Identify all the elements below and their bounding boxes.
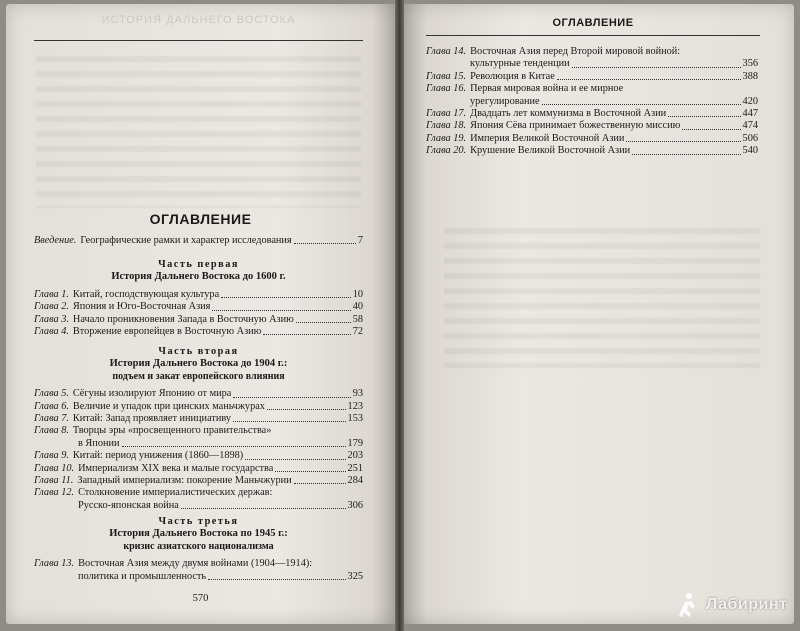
part-heading: [34, 516, 363, 553]
toc-entry[interactable]: [34, 425, 363, 437]
part-title: История Дальнего Востока до 1904 г.:: [109, 358, 288, 370]
entry-label: Глава 19.: [426, 132, 467, 144]
entry-title: Первая мировая война и ее мирное: [470, 83, 624, 95]
part-title: История Дальнего Востока по 1945 г.:: [109, 528, 288, 540]
entry-title: Китай: Запад проявляет инициативу: [72, 413, 232, 425]
dot-leader: [668, 116, 740, 117]
left-header-rule: [34, 40, 363, 41]
right-header-rule: [426, 35, 760, 36]
toc-heading: ОГЛАВЛЕНИЕ: [149, 211, 252, 227]
entry-label: Глава 2.: [34, 301, 69, 313]
entry-label: Глава 20.: [426, 145, 467, 157]
part-1: [34, 259, 363, 338]
entry-label: Глава 14.: [426, 46, 467, 57]
toc-entry-continuation[interactable]: [426, 96, 758, 108]
entry-page: 420: [742, 95, 758, 107]
toc-entry[interactable]: [34, 450, 363, 462]
labyrinth-runner-icon: [676, 591, 702, 619]
dot-leader: [682, 129, 740, 130]
entry-title: Сёгуны изолируют Японию от мира: [72, 388, 232, 400]
toc-entry[interactable]: [34, 289, 363, 301]
toc-entry[interactable]: [426, 71, 758, 83]
entry-label: Глава 15.: [426, 70, 467, 82]
entry-title: Революция в Китае: [470, 70, 555, 82]
entry-label: Глава 4.: [34, 326, 69, 338]
part-heading: [34, 259, 363, 284]
entry-title: Китай: период унижения (1860—1898): [72, 450, 244, 462]
entry-label: Глава 7.: [34, 413, 69, 425]
toc-entry[interactable]: [34, 388, 363, 400]
running-head-show-through: ИСТОРИЯ ДАЛЬНЕГО ВОСТОКА: [101, 14, 296, 26]
entry-title-continuation: в Японии: [78, 437, 120, 449]
toc-entry[interactable]: [426, 145, 758, 157]
entry-title: Империализм XIX века и малые государства: [78, 462, 274, 474]
toc-entry[interactable]: [426, 133, 758, 145]
entry-page: 58: [352, 313, 363, 325]
entry-page: 284: [347, 475, 363, 487]
page-number: 570: [192, 593, 209, 604]
toc-entry[interactable]: [34, 463, 363, 475]
watermark-text: Лабиринт: [706, 596, 788, 613]
dot-leader: [122, 446, 346, 447]
entry-title: Вторжение европейцев в Восточную Азию: [72, 326, 262, 338]
dot-leader: [221, 297, 351, 298]
dot-leader: [296, 322, 351, 323]
entry-title: Творцы эры «просвещенного правительства»: [72, 425, 272, 437]
toc-entry[interactable]: [34, 326, 363, 338]
toc-entry-continuation[interactable]: [34, 571, 363, 583]
entry-page: 325: [347, 570, 363, 582]
entry-label: Глава 3.: [34, 313, 69, 325]
toc-entry-continuation[interactable]: [34, 438, 363, 450]
toc-entry[interactable]: [34, 475, 363, 487]
entry-title: Западный империализм: покорение Маньчжурии: [77, 475, 292, 487]
part-3: [34, 516, 363, 583]
entry-page: 356: [742, 58, 758, 70]
entry-page: 179: [347, 437, 363, 449]
entry-title: Величие и упадок при цинских маньчжурах: [72, 400, 265, 412]
entry-label: Глава 11.: [34, 475, 74, 487]
dot-leader: [212, 310, 350, 311]
labirint-watermark: [676, 587, 794, 623]
entry-label: Глава 18.: [426, 120, 467, 132]
entry-title: Крушение Великой Восточной Азии: [470, 145, 631, 157]
entry-page: 10: [352, 288, 363, 300]
toc-entry[interactable]: [426, 83, 758, 95]
entry-page: 72: [352, 326, 363, 338]
entry-label: Глава 12.: [34, 487, 75, 499]
entry-page: 123: [347, 400, 363, 412]
entry-title: Восточная Азия между двумя войнами (1904—1914):: [78, 558, 313, 570]
entry-page: 203: [347, 450, 363, 462]
entry-page: 153: [347, 413, 363, 425]
toc-entry[interactable]: [426, 108, 758, 120]
toc-entry[interactable]: [34, 401, 363, 413]
part-subtitle: подъем и закат европейского влияния: [112, 370, 285, 382]
show-through-text: [444, 228, 760, 368]
toc-intro[interactable]: [34, 235, 363, 247]
entry-title: Географические рамки и характер исследования: [80, 235, 292, 246]
toc-entry[interactable]: [34, 314, 363, 326]
dot-leader: [632, 154, 740, 155]
dot-leader: [181, 508, 346, 509]
entry-title: Столкновение империалистических держав:: [78, 487, 273, 499]
toc-continued: [426, 46, 758, 158]
entry-page: 306: [347, 499, 363, 511]
entry-page: 388: [742, 70, 758, 82]
entry-label: Глава 13.: [34, 558, 75, 570]
part-subtitle: кризис азиатского национализма: [123, 540, 274, 552]
part-title: История Дальнего Востока до 1600 г.: [111, 271, 286, 283]
dot-leader: [626, 141, 740, 142]
toc-entry-continuation[interactable]: [34, 500, 363, 512]
entry-label: Глава 1.: [34, 288, 69, 300]
entry-label: Глава 9.: [34, 450, 69, 462]
dot-leader: [263, 334, 350, 335]
part-label: Часть вторая: [158, 346, 239, 357]
toc-entry[interactable]: [34, 413, 363, 425]
toc-entry[interactable]: [34, 301, 363, 313]
entry-title-continuation: Русско-японская война: [78, 499, 179, 511]
entry-page: 93: [352, 388, 363, 400]
entry-title-continuation: урегулирование: [470, 95, 540, 107]
dot-leader: [294, 483, 346, 484]
entry-page: 540: [742, 145, 758, 157]
part-label: Часть первая: [158, 259, 239, 270]
toc-entry[interactable]: [34, 487, 363, 499]
entry-page: 7: [357, 235, 363, 246]
show-through-text: [36, 56, 361, 208]
entry-label: Глава 16.: [426, 83, 467, 95]
entry-page: 40: [352, 301, 363, 313]
dot-leader: [233, 397, 350, 398]
entry-label: Глава 6.: [34, 400, 69, 412]
toc-entry[interactable]: [34, 558, 363, 570]
left-page: [6, 4, 395, 624]
dot-leader: [557, 79, 741, 80]
toc-entry-continuation[interactable]: [426, 58, 758, 70]
right-page: [404, 4, 794, 624]
entry-label: Глава 5.: [34, 388, 69, 400]
entry-title: Китай, господствующая культура: [72, 288, 220, 300]
entry-label: Глава 17.: [426, 108, 467, 120]
toc-entry[interactable]: [426, 120, 758, 132]
dot-leader: [572, 67, 741, 68]
part-label: Часть третья: [158, 516, 239, 527]
book-gutter: [395, 0, 404, 631]
toc-entry[interactable]: [426, 46, 758, 58]
entry-title: Япония Сёва принимает божественную миссию: [470, 120, 681, 132]
entry-title: Япония и Юго-Восточная Азия: [72, 301, 211, 313]
toc-entry[interactable]: [34, 235, 363, 247]
part-heading: [34, 346, 363, 383]
dot-leader: [275, 471, 345, 472]
entry-title: Империя Великой Восточной Азии: [470, 132, 625, 144]
entry-label: Глава 10.: [34, 462, 75, 474]
dot-leader: [267, 409, 346, 410]
entry-page: 474: [742, 120, 758, 132]
dot-leader: [245, 459, 345, 460]
entry-title: Восточная Азия перед Второй мировой войной:: [470, 46, 681, 57]
running-head: ОГЛАВЛЕНИЕ: [552, 17, 634, 29]
entry-page: 251: [347, 462, 363, 474]
entry-label: Глава 8.: [34, 425, 69, 437]
part-2: [34, 346, 363, 512]
dot-leader: [294, 243, 356, 244]
entry-title-continuation: культурные тенденции: [470, 58, 570, 70]
entry-page: 447: [742, 108, 758, 120]
dot-leader: [542, 104, 741, 105]
entry-label: Введение.: [34, 235, 77, 246]
entry-title: Двадцать лет коммунизма в Восточной Азии: [470, 108, 667, 120]
dot-leader: [208, 579, 345, 580]
entry-title: Начало проникновения Запада в Восточную Азию: [72, 313, 294, 325]
dot-leader: [233, 421, 346, 422]
entry-title-continuation: политика и промышленность: [78, 570, 207, 582]
entry-page: 506: [742, 132, 758, 144]
